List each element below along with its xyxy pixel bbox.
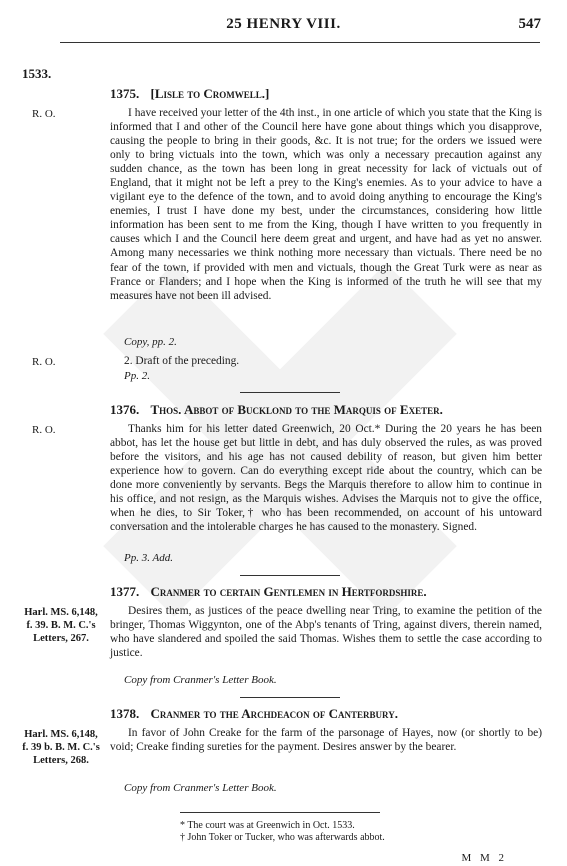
page-header [0, 16, 567, 44]
entry-number: 1376. [110, 402, 140, 417]
entry-title: [Lisle to Cromwell.] [150, 86, 270, 101]
signature-mark: M M 2 [461, 852, 507, 864]
margin-reference: R. O. [32, 356, 56, 368]
entry-title: Thos. Abbot of Bucklond to the Marquis of Exeter. [150, 402, 443, 417]
entry-body-1375: I have received your letter of the 4th inst., in one article of which you state that the King is informed that I and other of the Council here have gone about things which you disapprove, causing the people to bring in their goods, &c. It is not true; for the orders we issued were only to bring victuals into the town, which was only a necessary precaution against any sudden chance, as the town has been long in great necessity for lack of victuals out of England, that it might not be left a prey to the King's enemies. As to your advice to have a vigilant eye to the defence of the town, and to avoid doing anything to encourage the King's enemies, I trust I have done my best, under the circumstances, considering how little information has been sent to me from the King, though I have written to you frequently in causes which I and the Council here deem great and urgent, and have had as yet no answer. Among many necessaries we think nothing more necessary than victuals. There need be no fear of the town, if provided with men and victuals, though the Great Turk were as near as France or Flanders; and I hope when the King is informed of the truth he will see that my measures have not been ill advised. [110, 107, 542, 302]
margin-reference: Harl. MS. 6,148, f. 39. B. M. C.'s Letters, 267. [24, 607, 98, 644]
margin-reference: R. O. [32, 424, 56, 436]
entry-title: Cranmer to the Archdeacon of Canterbury. [150, 706, 398, 721]
footnote-rule [180, 812, 380, 813]
entry-number: 1378. [110, 706, 140, 721]
entry-heading-1376 [110, 402, 540, 418]
entry-title: Cranmer to certain Gentlemen in Hertfordshire. [150, 584, 427, 599]
entry-divider [240, 392, 340, 393]
header-rule [60, 42, 540, 43]
entry-note: Copy from Cranmer's Letter Book. [124, 782, 277, 794]
margin-reference: Harl. MS. 6,148, f. 39 b. B. M. C.'s Letters, 268. [22, 729, 100, 766]
entry-heading-1378 [110, 706, 540, 722]
margin-reference: R. O. [32, 108, 56, 120]
entry-body-1377: Desires them, as justices of the peace dwelling near Tring, to examine the petition of the bringer, Thomas Wiggynton, one of the Abp's tenants of Tring, against divers, therein named, who have slandered and spoiled the said Thomas. Wishes them to settle the case according to justice. [110, 605, 542, 660]
entry-sub-text: 2. Draft of the preceding. [124, 355, 240, 367]
entry-divider [240, 575, 340, 576]
entry-number: 1375. [110, 86, 140, 101]
year-label: 1533. [22, 66, 52, 81]
entry-note: Copy from Cranmer's Letter Book. [124, 674, 277, 686]
page-number: 547 [518, 16, 541, 32]
footnote: * The court was at Greenwich in Oct. 1533. [180, 820, 355, 831]
entry-sub-note: Pp. 2. [124, 370, 150, 382]
running-title: 25 HENRY VIII. [226, 16, 341, 32]
entry-note: Copy, pp. 2. [124, 336, 177, 348]
entry-divider [240, 697, 340, 698]
footnote: † John Toker or Tucker, who was afterwards abbot. [180, 832, 385, 843]
entry-note: Pp. 3. Add. [124, 552, 173, 564]
entry-body-1376: Thanks him for his letter dated Greenwich, 20 Oct.* During the 20 years he has been abbot, has let the house get but little in debt, and has duly observed the rules, as was proved before the visitors, and his age has not caused debility of reason, but given him better experience how to govern. Can do everything except ride about the country, which can be done more conveniently by servants. Begs the Marquis therefore to allow him to continue in his office, and not resign, as the Marquis wishes. Advises the Marquis not to give the office, when he dies, to Sir Toker,† who has been recommended, on account of his untoward conversation and the intolerable charges he has caused to the monastery. Signed. [110, 423, 542, 534]
entry-heading-1377 [110, 584, 540, 600]
entry-heading-1375 [110, 86, 540, 102]
entry-body-1378: In favor of John Creake for the farm of the parsonage of Hayes, now (or shortly to be) void; Creake finding sureties for the payment. Desires answer by the bearer. [110, 727, 542, 754]
footnotes [180, 820, 385, 844]
entry-number: 1377. [110, 584, 140, 599]
